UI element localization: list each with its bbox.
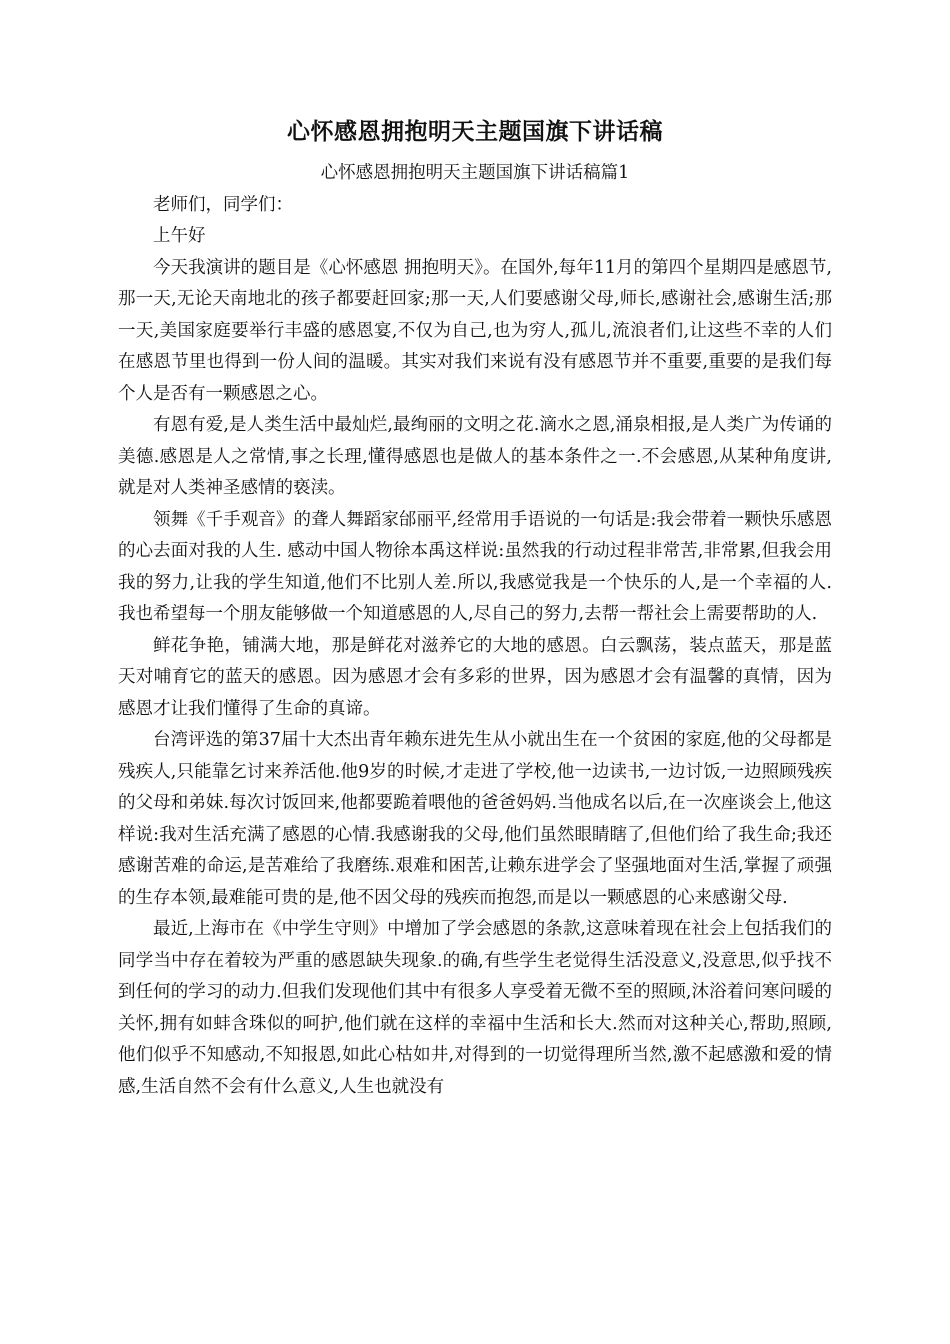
paragraph-flowers-clouds: 鲜花争艳，铺满大地，那是鲜花对滋养它的大地的感恩。白云飘荡，装点蓝天，那是蓝天对哺育它的蓝天的感恩。因为感恩才会有多彩的世界，因为感恩才会有温馨的真情，因为感恩才让我们懂得了生命的真谛。 — [118, 635, 832, 719]
document-page — [118, 100, 832, 1103]
document-title: 心怀感恩拥抱明天主题国旗下讲话稿 — [287, 118, 663, 145]
paragraph-thanksgiving-intro: 今天我演讲的题目是《心怀感恩 拥抱明天》。在国外,每年11月的第四个星期四是感恩节,那一天,无论天南地北的孩子都要赶回家;那一天,人们要感谢父母,师长,感谢社会,感谢生活;那一天,美国家庭要举行丰盛的感恩宴,不仅为自己,也为穷人,孤儿,流浪者们,让这些不幸的人们在感恩节里也得到一份人间的温暖。其实对我们来说有没有感恩节并不重要,重要的是我们每个人是否有一颗感恩之心。 — [118, 257, 832, 404]
paragraph-dancer-example: 领舞《千手观音》的聋人舞蹈家邰丽平,经常用手语说的一句话是:我会带着一颗快乐感恩的心去面对我的人生. 感动中国人物徐本禹这样说:虽然我的行动过程非常苦,非常累,但我会用我的努力,让我的学生知道,他们不比别人差.所以,我感觉我是一个快乐的人,是一个幸福的人.我也希望每一个朋友能够做一个知道感恩的人,尽自己的努力,去帮一帮社会上需要帮助的人. — [118, 509, 832, 624]
paragraph-grace-and-love: 有恩有爱,是人类生活中最灿烂,最绚丽的文明之花.滴水之恩,涌泉相报,是人类广为传诵的美德.感恩是人之常情,事之长理,懂得感恩也是做人的基本条件之一.不会感恩,从某种角度讲,就是对人类神圣感情的亵渎。 — [118, 415, 832, 498]
document-subtitle: 心怀感恩拥抱明天主题国旗下讲话稿篇1 — [320, 163, 630, 183]
paragraph-lai-dongjin: 台湾评选的第37届十大杰出青年赖东进先生从小就出生在一个贫困的家庭,他的父母都是残疾人,只能靠乞讨来养活他.他9岁的时候,才走进了学校,他一边读书,一边讨饭,一边照顾残疾的父母和弟妹.每次讨饭回来,他都要跪着喂他的爸爸妈妈.当他成名以后,在一次座谈会上,他这样说:我对生活充满了感恩的心情.我感谢我的父母,他们虽然眼睛瞎了,但他们给了我生命;我还感谢苦难的命运,是苦难给了我磨练.艰难和困苦,让赖东进学会了坚强地面对生活,掌握了顽强的生存本领,最难能可贵的是,他不因父母的残疾而抱怨,而是以一颗感恩的心来感谢父母. — [118, 730, 832, 908]
paragraph-shanghai-code: 最近,上海市在《中学生守则》中增加了学会感恩的条款,这意味着现在社会上包括我们的同学当中存在着较为严重的感恩缺失现象.的确,有些学生老觉得生活没意义,没意思,似乎找不到任何的学习的动力.但我们发现他们其中有很多人享受着无微不至的照顾,沐浴着问寒问暖的关怀,拥有如蚌含珠似的呵护,他们就在这样的幸福中生活和长大.然而对这种关心,帮助,照顾,他们似乎不知感动,不知报恩,如此心枯如井,对得到的一切觉得理所当然,激不起感激和爱的情感,生活自然不会有什么意义,人生也就没有 — [118, 919, 832, 1097]
paragraph-greeting: 老师们，同学们： — [153, 194, 293, 215]
paragraph-salutation: 上午好 — [153, 226, 206, 246]
